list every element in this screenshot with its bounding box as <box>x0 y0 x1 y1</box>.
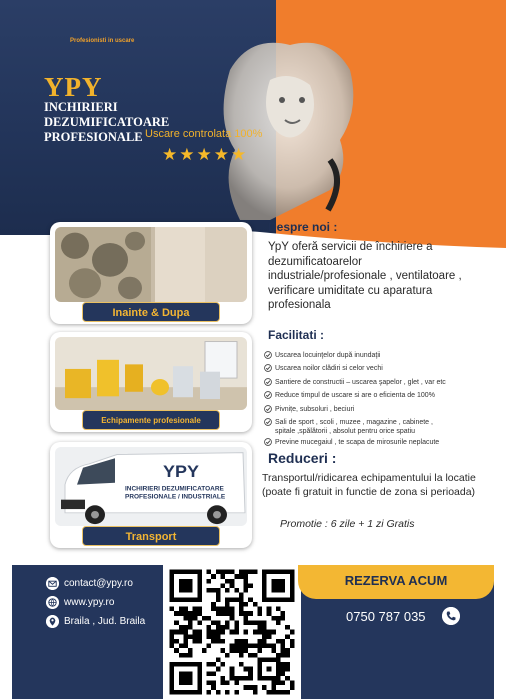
promo-text: Promotie : 6 zile + 1 zi Gratis <box>280 518 415 530</box>
facility-text: Uscarea noilor clădiri si celor vechi <box>275 365 383 373</box>
facility-text: Previne mucegaiul , te scapa de mirosurile neplacute <box>275 439 440 447</box>
check-icon <box>264 405 272 413</box>
qr-code[interactable] <box>163 565 301 699</box>
facility-text: Sali de sport , scoli , muzee , magazine , cabinete , <box>275 419 433 427</box>
card-label-transport: Transport <box>82 526 220 546</box>
before-after-image <box>55 227 247 302</box>
list-item <box>264 427 494 436</box>
star-icon-rating: ★★★★★ <box>162 145 249 164</box>
discounts-text: Transportul/ridicarea echipamentului la locatie (poate fi gratuit in functie de zona si perioada) <box>262 472 476 498</box>
brand-logo-text: YPY <box>44 72 103 102</box>
card-equipment <box>50 332 252 432</box>
card-label-before-after: Inainte & Dupa <box>82 302 220 322</box>
equipment-image <box>55 337 247 410</box>
website-text: www.ypy.ro <box>64 597 115 608</box>
facility-text: Reduce timpul de uscare si are o eficienta de 100% <box>275 392 435 400</box>
card-label-equipment: Echipamente profesionale <box>82 410 220 430</box>
hero-tagline: Profesionisti in uscare <box>70 38 135 44</box>
check-icon <box>264 418 272 426</box>
email-icon <box>46 577 59 590</box>
phone-icon[interactable] <box>442 607 460 625</box>
facility-text: spitale ,spălătorii , absolut pentru orice spatiu <box>275 428 416 436</box>
facility-text: Santiere de constructii – uscarea şapelor , glet , var etc <box>275 378 446 386</box>
check-icon <box>264 378 272 386</box>
email-text: contact@ypy.ro <box>64 578 133 589</box>
check-icon <box>264 391 272 399</box>
van-text-line-1: INCHIRIERI DEZUMIFICATOARE <box>125 485 224 493</box>
contact-location <box>46 615 145 628</box>
van-brand-text: YPY <box>163 461 200 481</box>
check-icon <box>264 351 272 359</box>
facilities-list <box>264 349 494 450</box>
card-transport <box>50 442 252 548</box>
facility-text: Pivnițe, subsoluri , beciuri <box>275 405 355 413</box>
list-item <box>264 376 494 389</box>
hero-subhead: Uscare controlata 100% <box>145 128 263 140</box>
phone-number[interactable]: 0750 787 035 <box>346 609 426 624</box>
card-before-after <box>50 222 252 324</box>
facility-text: Uscarea locuinţelor după inundaţii <box>275 352 381 359</box>
list-item <box>264 403 494 416</box>
discounts-title: Reduceri : <box>268 450 337 466</box>
reserve-now-button[interactable]: REZERVA ACUM <box>298 565 494 599</box>
list-item <box>264 436 494 449</box>
facilities-title: Facilitati : <box>268 328 325 342</box>
location-icon <box>46 615 59 628</box>
check-icon <box>264 364 272 372</box>
contact-website[interactable] <box>46 596 114 609</box>
about-text: YpY oferă servicii de închiriere a dezumificatoarelor industriale/profesionale , ventilatoare , verificare umiditate cu aparatura profesionala <box>268 241 462 311</box>
check-icon <box>264 438 272 446</box>
list-item <box>264 349 494 362</box>
location-text: Braila , Jud. Braila <box>64 616 146 627</box>
globe-icon <box>46 596 59 609</box>
list-item <box>264 362 494 375</box>
contact-email[interactable] <box>46 577 133 590</box>
van-text-line-2: PROFESIONALE / INDUSTRIALE <box>125 493 226 501</box>
about-title: Despre noi : <box>268 220 338 234</box>
list-item <box>264 389 494 402</box>
van-image <box>55 447 247 526</box>
hero-headline: INCHIRIERI DEZUMIFICATOARE PROFESIONALE <box>44 100 170 144</box>
